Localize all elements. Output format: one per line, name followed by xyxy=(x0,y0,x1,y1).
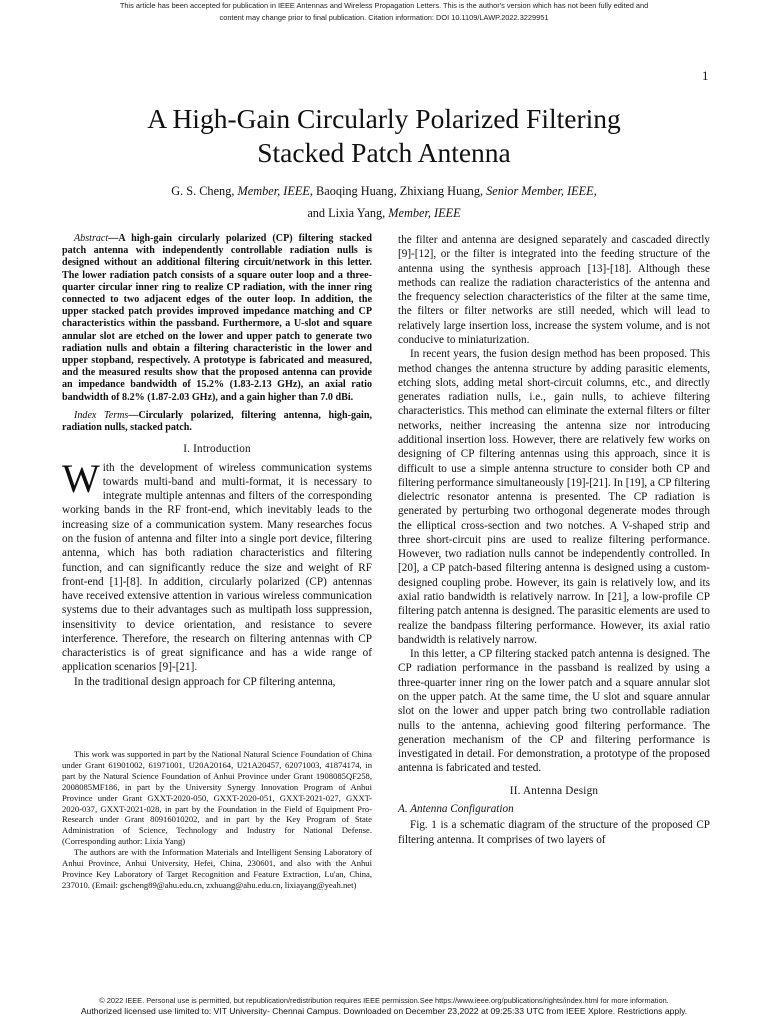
drop-cap: W xyxy=(62,455,100,501)
intro-paragraph-1-text: ith the development of wireless communication systems towards multi-band and multi-format, it is necessary to integrate multiple antennas and filters of the corresponding working bands in the RF front-end, which inevitably leads to the increasing size of a communication system. Many researches focus on the fusion of antenna and filter into a single port device, filtering antenna, which has both radiation characteristics and filtering function, and can significantly reduce the size and weight of RF front-end [1]-[8]. In addition, circularly polarized (CP) antennas have received extensive attention in various wireless communication systems due to their advantages such as multipath loss suppression, insensitivity to device orientation, and resistance to severe interference. Therefore, the research on filtering antennas with CP characteristics is of great significance and has a wide range of application scenarios [9]-[21]. xyxy=(62,461,372,674)
intro-paragraph-2: In the traditional design approach for CP filtering antenna, xyxy=(74,675,336,688)
author-name: G. S. Cheng, xyxy=(171,184,238,198)
footnote-funding: This work was supported in part by the National Natural Science Foundation of China under Grant 61901002, 61971001, U20A20164, U21A20457, 62071003, 41874174, in part by the Natural Science Foundation of Anhui Province under Grant 1908085QF258, 2008085MF186, in part by the University Synergy Innovation Program of Anhui Province under Grant GXXT-2020-050, GXXT-2020-051, GXXT-2021-027, GXXT-2020-037, GXXT-2021-028, in part by the Foundation in the Field of Equipment Pro-Research under Grant 80916010202, and in part by the Key Program of State Administration of Science, Technology and Industry for National Defense. (Corresponding author: Lixia Yang) xyxy=(62,749,372,847)
author-role: Member, IEEE xyxy=(388,206,461,220)
license-notice: Authorized licensed use limited to: VIT University- Chennai Campus. Downloaded on December 23,2022 at 09:25:33 UTC from IEEE Xplore. Restrictions apply. xyxy=(80,1006,688,1016)
left-column xyxy=(62,233,372,689)
footnote-affiliation: The authors are with the Information Materials and Intelligent Sensing Laboratory of Anhui Province, Anhui University, Hefei, China, 230601, and also with the Anhui Province Key Laboratory of Target Recognition and Feature Extraction, Lu'an, China, 237010. (Email: gscheng89@ahu.edu.cn, zxhuang@ahu.edu.cn, lixiayang@yeah.net) xyxy=(62,847,372,890)
author-separator: , xyxy=(593,184,597,198)
footer xyxy=(0,996,768,1017)
author-line-1 xyxy=(0,180,768,202)
title-line-1: A High-Gain Circularly Polarized Filtering xyxy=(147,103,621,134)
body-paragraph: the filter and antenna are designed separately and cascaded directly [9]-[12], or the filter is integrated into the feeding structure of the antenna using the synthesis approach [13]-[18]. Although these methods can realize the radiation characteristics of the antenna and the frequency selection characteristics of the filter at the same time, the filters or filter networks are still needed, which will lead to relatively large insertion loss, increase the system volume, and is not conducive to miniaturization. xyxy=(398,234,710,346)
copyright-notice: © 2022 IEEE. Personal use is permitted, but republication/redistribution requires IEEE permission.See https://www.ieee.org/publications/rights/index.html for more information. xyxy=(99,996,669,1005)
notice-line-1: This article has been accepted for publication in IEEE Antennas and Wireless Propagation Letters. This is the author's version which has not been fully edited and xyxy=(119,1,649,10)
author-name: and Lixia Yang, xyxy=(307,206,389,220)
section-heading-introduction: I. Introduction xyxy=(183,443,251,456)
author-role: Member, IEEE xyxy=(237,184,310,198)
author-list xyxy=(0,180,768,224)
body-paragraph: Fig. 1 is a schematic diagram of the structure of the proposed CP filtering antenna. It comprises of two layers of xyxy=(398,819,710,846)
intro-paragraph-1 xyxy=(62,455,372,675)
footnote xyxy=(62,749,372,891)
author-line-2 xyxy=(0,202,768,224)
title-line-2: Stacked Patch Antenna xyxy=(257,137,511,168)
abstract-lead: Abstract xyxy=(74,233,109,244)
abstract xyxy=(62,233,372,404)
index-terms-lead: Index Terms xyxy=(74,409,129,421)
body-paragraph: In recent years, the fusion design method has been proposed. This method changes the antenna structure by adding parasitic elements, etching slots, adding metal short-circuit columns, etc., and directly generates radiation nulls, i.e., gain nulls, to achieve filtering characteristics. This method can eliminate the external filters or filter networks, neither increasing the antenna size nor introducing additional insertion loss. However, there are relatively few works on designing of CP filtering antennas using this approach, since it is difficult to use a simple antenna structure to consider both CP and filtering performance simultaneously [19]-[21]. In [19], a CP filtering dielectric resonator antenna is presented. The CP radiation is generated by perturbing two orthogonal degenerate modes through the elliptical cross-section and two notches. A V-shaped strip and three short-circuit pins are used to realize filtering performance. However, two radiation nulls cannot be independently controlled. In [20], a CP patch-based filtering antenna is designed using a custom-designed coupling probe. However, its gain is relatively low, and its axial ratio bandwidth is relatively narrow. In [21], a low-profile CP filtering patch antenna is designed. The parasitic elements are used to realize the bandpass filtering performance. However, its axial ratio bandwidth is relatively narrow. xyxy=(398,348,710,646)
author-role: Senior Member, IEEE xyxy=(486,184,594,198)
index-terms-text: —Circularly polarized, filtering antenna, high-gain, radiation nulls, stacked patch. xyxy=(62,409,372,434)
index-terms xyxy=(62,410,372,434)
publication-notice xyxy=(0,0,768,24)
page-number: 1 xyxy=(702,68,709,83)
notice-line-2: content may change prior to final publication. Citation information: DOI 10.1109/LAWP.2022.3229951 xyxy=(219,13,549,22)
section-heading-antenna-design: II. Antenna Design xyxy=(509,784,599,797)
author-name: , Baoqing Huang, Zhixiang Huang, xyxy=(309,184,487,198)
paper-title xyxy=(0,102,768,170)
right-column xyxy=(398,233,710,847)
subsection-heading-antenna-configuration: A. Antenna Configuration xyxy=(398,802,514,815)
body-paragraph: In this letter, a CP filtering stacked patch antenna is designed. The CP radiation performance in the passband is realized by using a three-quarter inner ring on the lower patch and a square annular slot on the upper patch. At the same time, the U slot and square annular slot on the lower and upper patch bring two controllable radiation nulls to the antenna, achieving good filtering performance. The generation mechanism of the CP and filtering performance is investigated in detail. For demonstration, a prototype of the proposed antenna is fabricated and tested. xyxy=(398,648,710,775)
abstract-text: —A high-gain circularly polarized (CP) filtering stacked patch antenna with independently controllable radiation nulls is designed without an additional filtering circuit/network in this letter. The lower radiation patch consists of a square outer loop and a three-quarter circular inner ring to realize CP radiation, with the inner ring connected to two adjacent edges of the outer loop. In addition, the upper stacked patch provides improved impedance matching and CP characteristics within the passband. Furthermore, a U-slot and square annular slot are etched on the lower and upper patch to generate two radiation nulls and obtain a filtering characteristic in the lower and upper stopband, respectively. A prototype is fabricated and measured, and the measured results show that the proposed antenna can provide an impedance bandwidth of 15.2% (1.83-2.13 GHz), an axial ratio bandwidth of 8.2% (1.87-2.03 GHz), and a gain higher than 7.0 dBi. xyxy=(62,233,372,403)
